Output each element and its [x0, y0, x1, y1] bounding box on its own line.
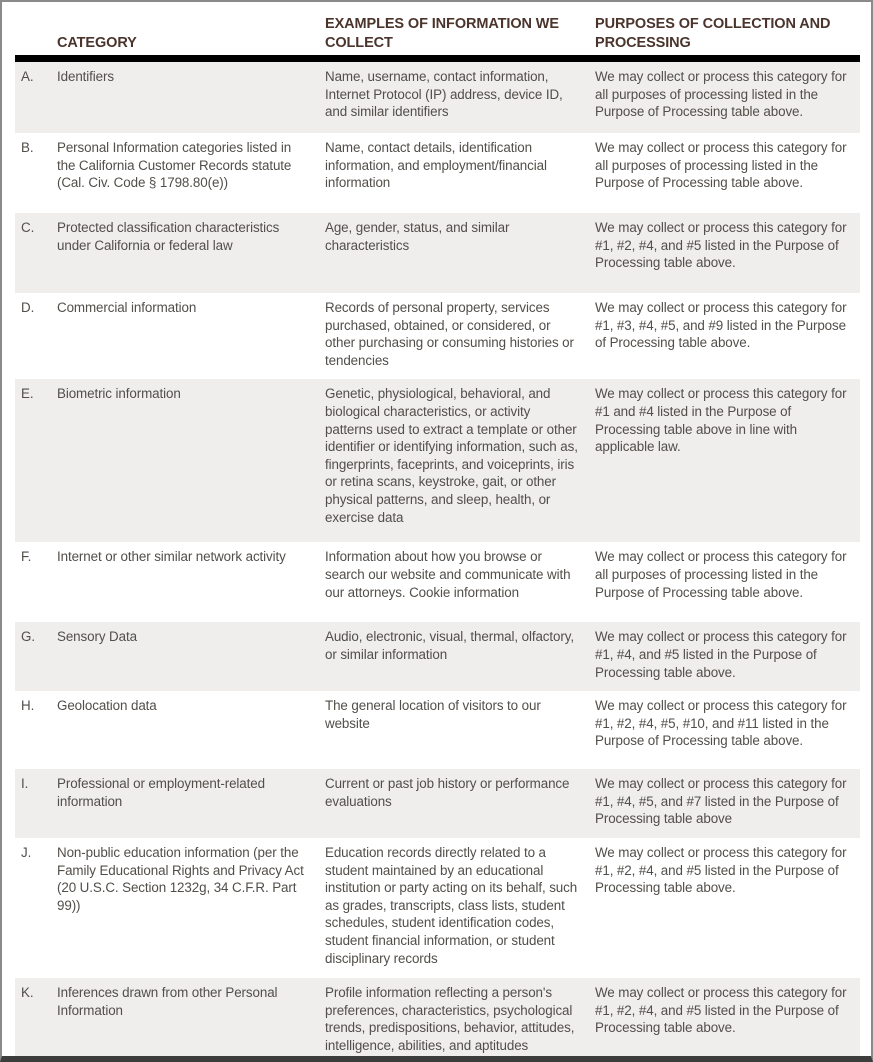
row-category-cell: Biometric information: [57, 386, 181, 402]
row-examples-cell: Information about how you browse or search our website and communicate with our attorneys. Cookie information: [325, 549, 571, 600]
table-row: [15, 213, 860, 293]
row-examples-cell: Name, contact details, identification information, and employment/financial information: [325, 140, 547, 191]
table-row: [15, 769, 860, 838]
row-category-cell: Protected classification characteristics under California or federal law: [57, 220, 280, 253]
table-header-row: [15, 10, 860, 55]
table-body: [15, 62, 860, 1062]
row-purposes-cell: We may collect or process this category for #1, #3, #4, #5, and #9 listed in the Purpose of Processing table above.: [595, 300, 847, 351]
row-purposes-cell: We may collect or process this category for #1, #2, #4, and #5 listed in the Purpose of Processing table above.: [595, 984, 847, 1036]
row-letter-cell: K.: [21, 984, 34, 1000]
table-row: [15, 691, 860, 769]
table-row: [15, 133, 860, 213]
row-purposes-cell: We may collect or process this category for #1, #2, #4, and #5 listed in the Purpose of Processing table above.: [595, 220, 847, 271]
row-purposes-cell: We may collect or process this category for #1, #2, #4, #5, #10, and #11 listed in the Purpose of Processing table above.: [595, 698, 847, 749]
row-letter-cell: G.: [21, 629, 35, 645]
row-examples-cell: Audio, electronic, visual, thermal, olfactory, or similar information: [325, 629, 574, 662]
row-category-cell: Professional or employment-related information: [57, 776, 265, 809]
row-examples-cell: Records of personal property, services purchased, obtained, or considered, or other purchasing or consuming histories or tendencies: [325, 300, 574, 368]
row-category-cell: Internet or other similar network activity: [57, 549, 286, 565]
row-purposes-cell: We may collect or process this category for all purposes of processing listed in the Purpose of Processing table above.: [595, 69, 847, 120]
row-examples-cell: Profile information reflecting a person's preferences, characteristics, psychological trends, predispositions, behavior, attitudes, intelligence, abilities, and aptitudes: [325, 984, 575, 1053]
row-letter-cell: B.: [21, 140, 34, 155]
row-letter-cell: A.: [21, 69, 34, 84]
row-purposes-cell: We may collect or process this category for #1, #2, #4, and #5 listed in the Purpose of Processing table above.: [595, 844, 847, 896]
table-row: [15, 542, 860, 622]
row-letter-cell: H.: [21, 698, 35, 714]
row-purposes-cell: We may collect or process this category for all purposes of processing listed in the Purpose of Processing table above.: [595, 140, 847, 191]
ccpa-categories-table: [15, 10, 860, 1062]
row-category-cell: Geolocation data: [57, 698, 157, 714]
row-category-cell: Commercial information: [57, 300, 197, 315]
row-category-cell: Identifiers: [57, 69, 114, 84]
row-examples-cell: Name, username, contact information, Internet Protocol (IP) address, device ID, and similar identifiers: [325, 69, 563, 120]
table-row: [15, 379, 860, 542]
row-letter-cell: E.: [21, 386, 34, 402]
row-category-cell: Inferences drawn from other Personal Information: [57, 984, 278, 1018]
header-purposes: PURPOSES OF COLLECTION AND PROCESSING: [595, 16, 831, 51]
row-examples-cell: Education records directly related to a student maintained by an educational institution or party acting on its behalf, such as grades, transcripts, class lists, student schedules, student identification codes, student financial information, or student disciplinary records: [325, 844, 578, 966]
row-examples-cell: The general location of visitors to our website: [325, 698, 541, 731]
header-category: CATEGORY: [57, 34, 137, 51]
header-divider-rule: [15, 55, 860, 62]
table-row: [15, 978, 860, 1062]
row-letter-cell: I.: [21, 776, 29, 792]
row-category-cell: Personal Information categories listed in the California Customer Records statute (Cal. Civ. Code § 1798.80(e)): [57, 140, 292, 191]
row-letter-cell: F.: [21, 549, 32, 565]
row-purposes-cell: We may collect or process this category for #1, #4, #5, and #7 listed in the Purpose of Processing table above: [595, 776, 847, 827]
row-letter-cell: C.: [21, 220, 35, 235]
row-letter-cell: D.: [21, 300, 35, 315]
row-purposes-cell: We may collect or process this category for all purposes of processing listed in the Purpose of Processing table above.: [595, 549, 847, 600]
row-category-cell: Sensory Data: [57, 629, 137, 645]
row-examples-cell: Genetic, physiological, behavioral, and biological characteristics, or activity patterns used to extract a template or other identifier or identifying information, such as, fingerprints, faceprints, and voiceprints, iris or retina scans, keystroke, gait, or other physical patterns, and sleep, health, or exercise data: [325, 386, 578, 525]
table-row: [15, 838, 860, 978]
row-letter-cell: J.: [21, 844, 32, 860]
header-examples: EXAMPLES OF INFORMATION WE COLLECT: [325, 16, 559, 51]
table-row: [15, 62, 860, 133]
table-row: [15, 622, 860, 691]
row-purposes-cell: We may collect or process this category for #1 and #4 listed in the Purpose of Processing table above in line with applicable law.: [595, 386, 847, 455]
row-purposes-cell: We may collect or process this category for #1, #4, and #5 listed in the Purpose of Processing table above.: [595, 629, 847, 680]
row-category-cell: Non-public education information (per the Family Educational Rights and Privacy Act (20 U.S.C. Section 1232g, 34 C.F.R. Part 99)): [57, 844, 304, 913]
row-examples-cell: Current or past job history or performance evaluations: [325, 776, 570, 809]
row-examples-cell: Age, gender, status, and similar characteristics: [325, 220, 510, 253]
table-row: [15, 293, 860, 379]
